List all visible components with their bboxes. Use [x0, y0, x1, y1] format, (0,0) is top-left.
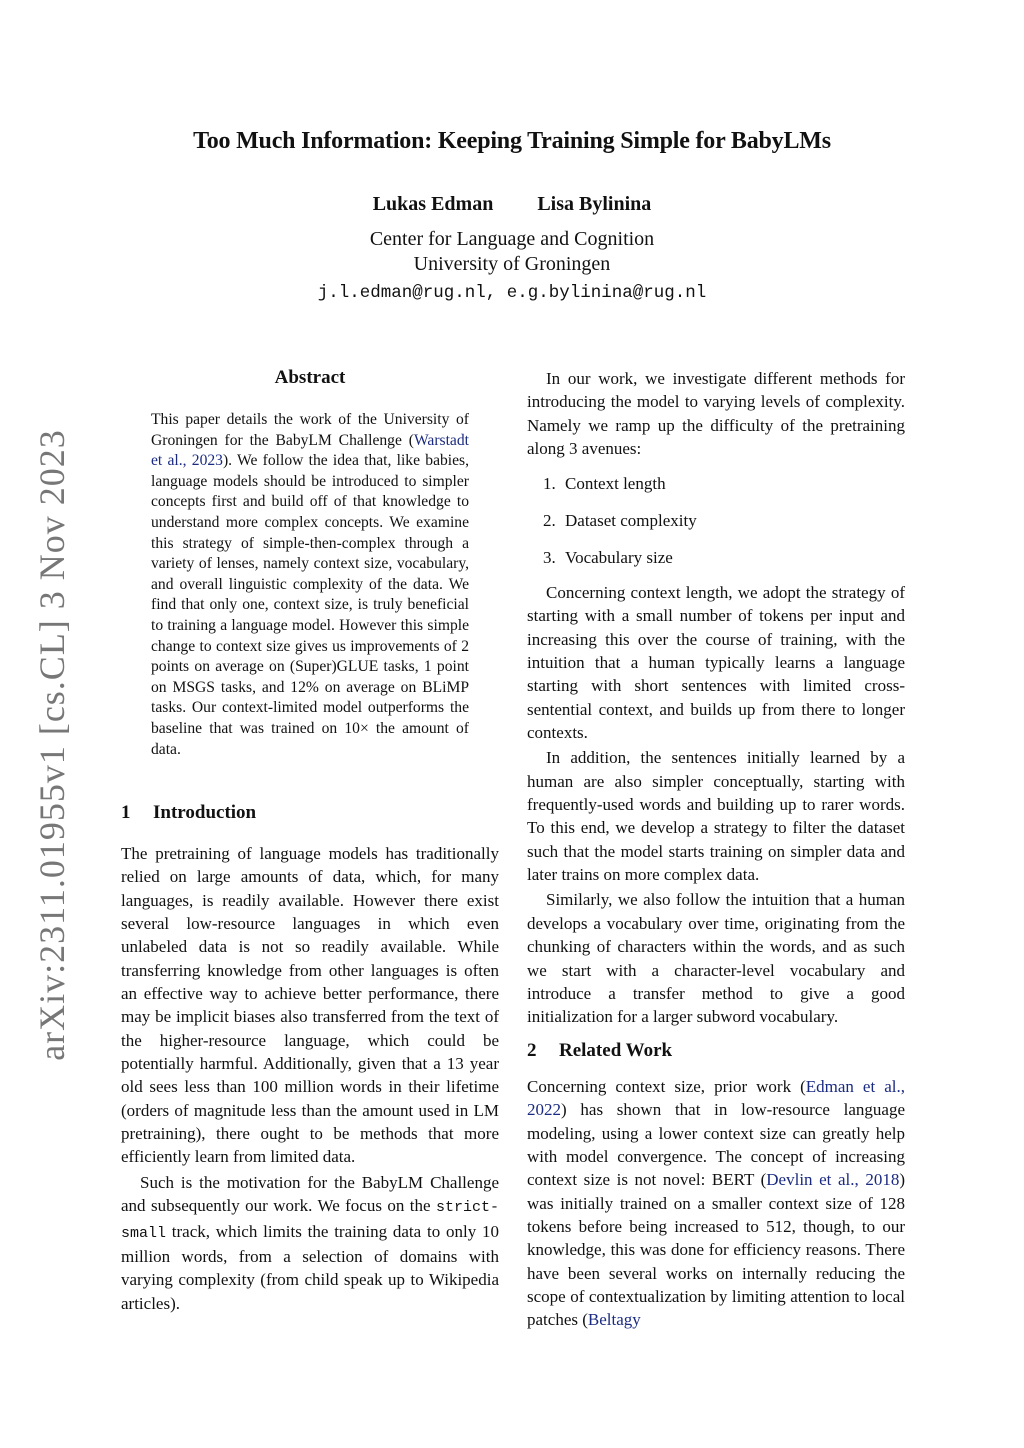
introduction-body — [121, 842, 499, 1315]
list-number: 3. — [543, 548, 556, 567]
abstract-heading: Abstract — [274, 367, 346, 388]
list-item — [543, 546, 673, 569]
list-label: Context length — [565, 474, 666, 493]
methods-overview-paragraph — [527, 367, 905, 460]
abstract-body — [151, 410, 469, 760]
section-title: Introduction — [153, 802, 257, 823]
paragraph-text: Concerning context size, prior work ( — [527, 1077, 806, 1096]
author-name: Lisa Bylinina — [537, 193, 652, 215]
citation-link[interactable]: Beltagy — [587, 1310, 641, 1330]
section-heading-related-work — [527, 1040, 672, 1062]
paragraph-text: Such is the motivation for the BabyLM Challenge and subsequently our work. We focus on the — [121, 1172, 499, 1216]
related-work-body — [527, 1075, 905, 1332]
abstract-text: This paper details the work of the University of Groningen for the BabyLM Challenge ( — [151, 411, 469, 449]
paragraph — [121, 1171, 499, 1315]
section-number: 1 — [121, 802, 131, 823]
list-label: Vocabulary size — [565, 548, 673, 567]
author-list — [0, 193, 1024, 216]
list-label: Dataset complexity — [565, 511, 697, 530]
list-item — [543, 472, 666, 495]
section-heading-introduction — [121, 802, 256, 824]
citation-link[interactable]: Warstadt et al., 2023 — [151, 431, 469, 470]
section-number: 2 — [527, 1040, 537, 1061]
affiliation-line: Center for Language and Cognition — [369, 228, 655, 250]
citation-link[interactable]: Edman et al., 2022 — [527, 1077, 905, 1120]
paragraph-text: track, which limits the training data to only 10 million words, from a selection of domains with varying complexity (from child speak up to Wikipedia articles). — [121, 1221, 499, 1313]
abstract-text: ). We follow the idea that, like babies, language models should be introduced to simpler concepts first and build off of that knowledge to understand more complex concepts. We examine this strategy of simple-then-complex through a variety of lenses, namely context size, vocabulary, and overall linguistic complexity of the data. We find that only one, context size, is truly beneficial to training a language model. However this simple change to context size gives us improvements of 2 points on average on (Super)GLUE tasks, 1 point on MSGS tasks, and 12% on average on BLiMP tasks. Our context-limited model outperforms the baseline that was trained on 10× the amount of data. — [151, 452, 470, 758]
author-name: Lukas Edman — [372, 193, 494, 215]
paper-title: Too Much Information: Keeping Training Simple for BabyLMs — [193, 128, 831, 154]
list-item — [543, 509, 697, 532]
paragraph-text: ) was initially trained on a smaller context size of 128 tokens before being increased to 512, though, to our knowledge, this was done for efficiency reasons. There have been several works on internally reducing the scope of contextualization by limiting attention to local patches ( — [527, 1170, 905, 1330]
paragraph: In addition, the sentences initially learned by a human are also simpler conceptually, starting with frequently-used words and building up to rarer words. To this end, we develop a strategy to filter the dataset such that the model starts training on simpler data and later trains on more complex data. — [527, 748, 905, 885]
paragraph-text: ) has shown that in low-resource language modeling, using a lower context size can greatly help with model convergence. The concept of increasing context size is not novel: BERT ( — [527, 1100, 905, 1190]
list-number: 1. — [543, 474, 556, 493]
section-title: Related Work — [559, 1040, 673, 1061]
approach-paragraphs — [527, 581, 905, 1029]
paragraph: In our work, we investigate different methods for introducing the model to varying levels of complexity. Namely we ramp up the difficulty of the pretraining along 3 avenues: — [527, 369, 905, 459]
paragraph: Similarly, we also follow the intuition that a human develops a vocabulary over time, originating from the chunking of characters within the words, and as such we start with a character-level vocabulary and introduce a transfer method to give a good initialization for a larger subword vocabulary. — [527, 890, 905, 1027]
author-emails: j.l.edman@rug.nl, e.g.bylinina@rug.nl — [317, 283, 707, 303]
list-number: 2. — [543, 511, 556, 530]
arxiv-stamp-text: arXiv:2311.01955v1 [cs.CL] 3 Nov 2023 — [32, 429, 72, 1061]
affiliation-line: University of Groningen — [413, 253, 611, 275]
paragraph — [527, 1075, 905, 1332]
paragraph: Concerning context length, we adopt the strategy of starting with a small number of tokens per input and increasing this over the course of training, with the intuition that a human typically learns a language starting with short sentences with limited cross-sentential context, and builds up from there to longer contexts. — [527, 583, 905, 743]
paragraph: The pretraining of language models has traditionally relied on large amounts of data, which, for many languages, is readily available. However there exist several low-resource languages in which even unlabeled data is not so readily available. While transferring knowledge from other languages is often an effective way to achieve better performance, there may be implicit biases also transferred from the text of the higher-resource language, which could be potentially harmful. Additionally, given that a 13 year old sees less than 100 million words in their lifetime (orders of magnitude less than the amount used in LM pretraining), there ought to be methods that more efficiently learn from limited data. — [121, 844, 499, 1167]
inline-code: strict-small — [121, 1199, 499, 1242]
citation-link[interactable]: Devlin et al., 2018 — [766, 1170, 900, 1190]
